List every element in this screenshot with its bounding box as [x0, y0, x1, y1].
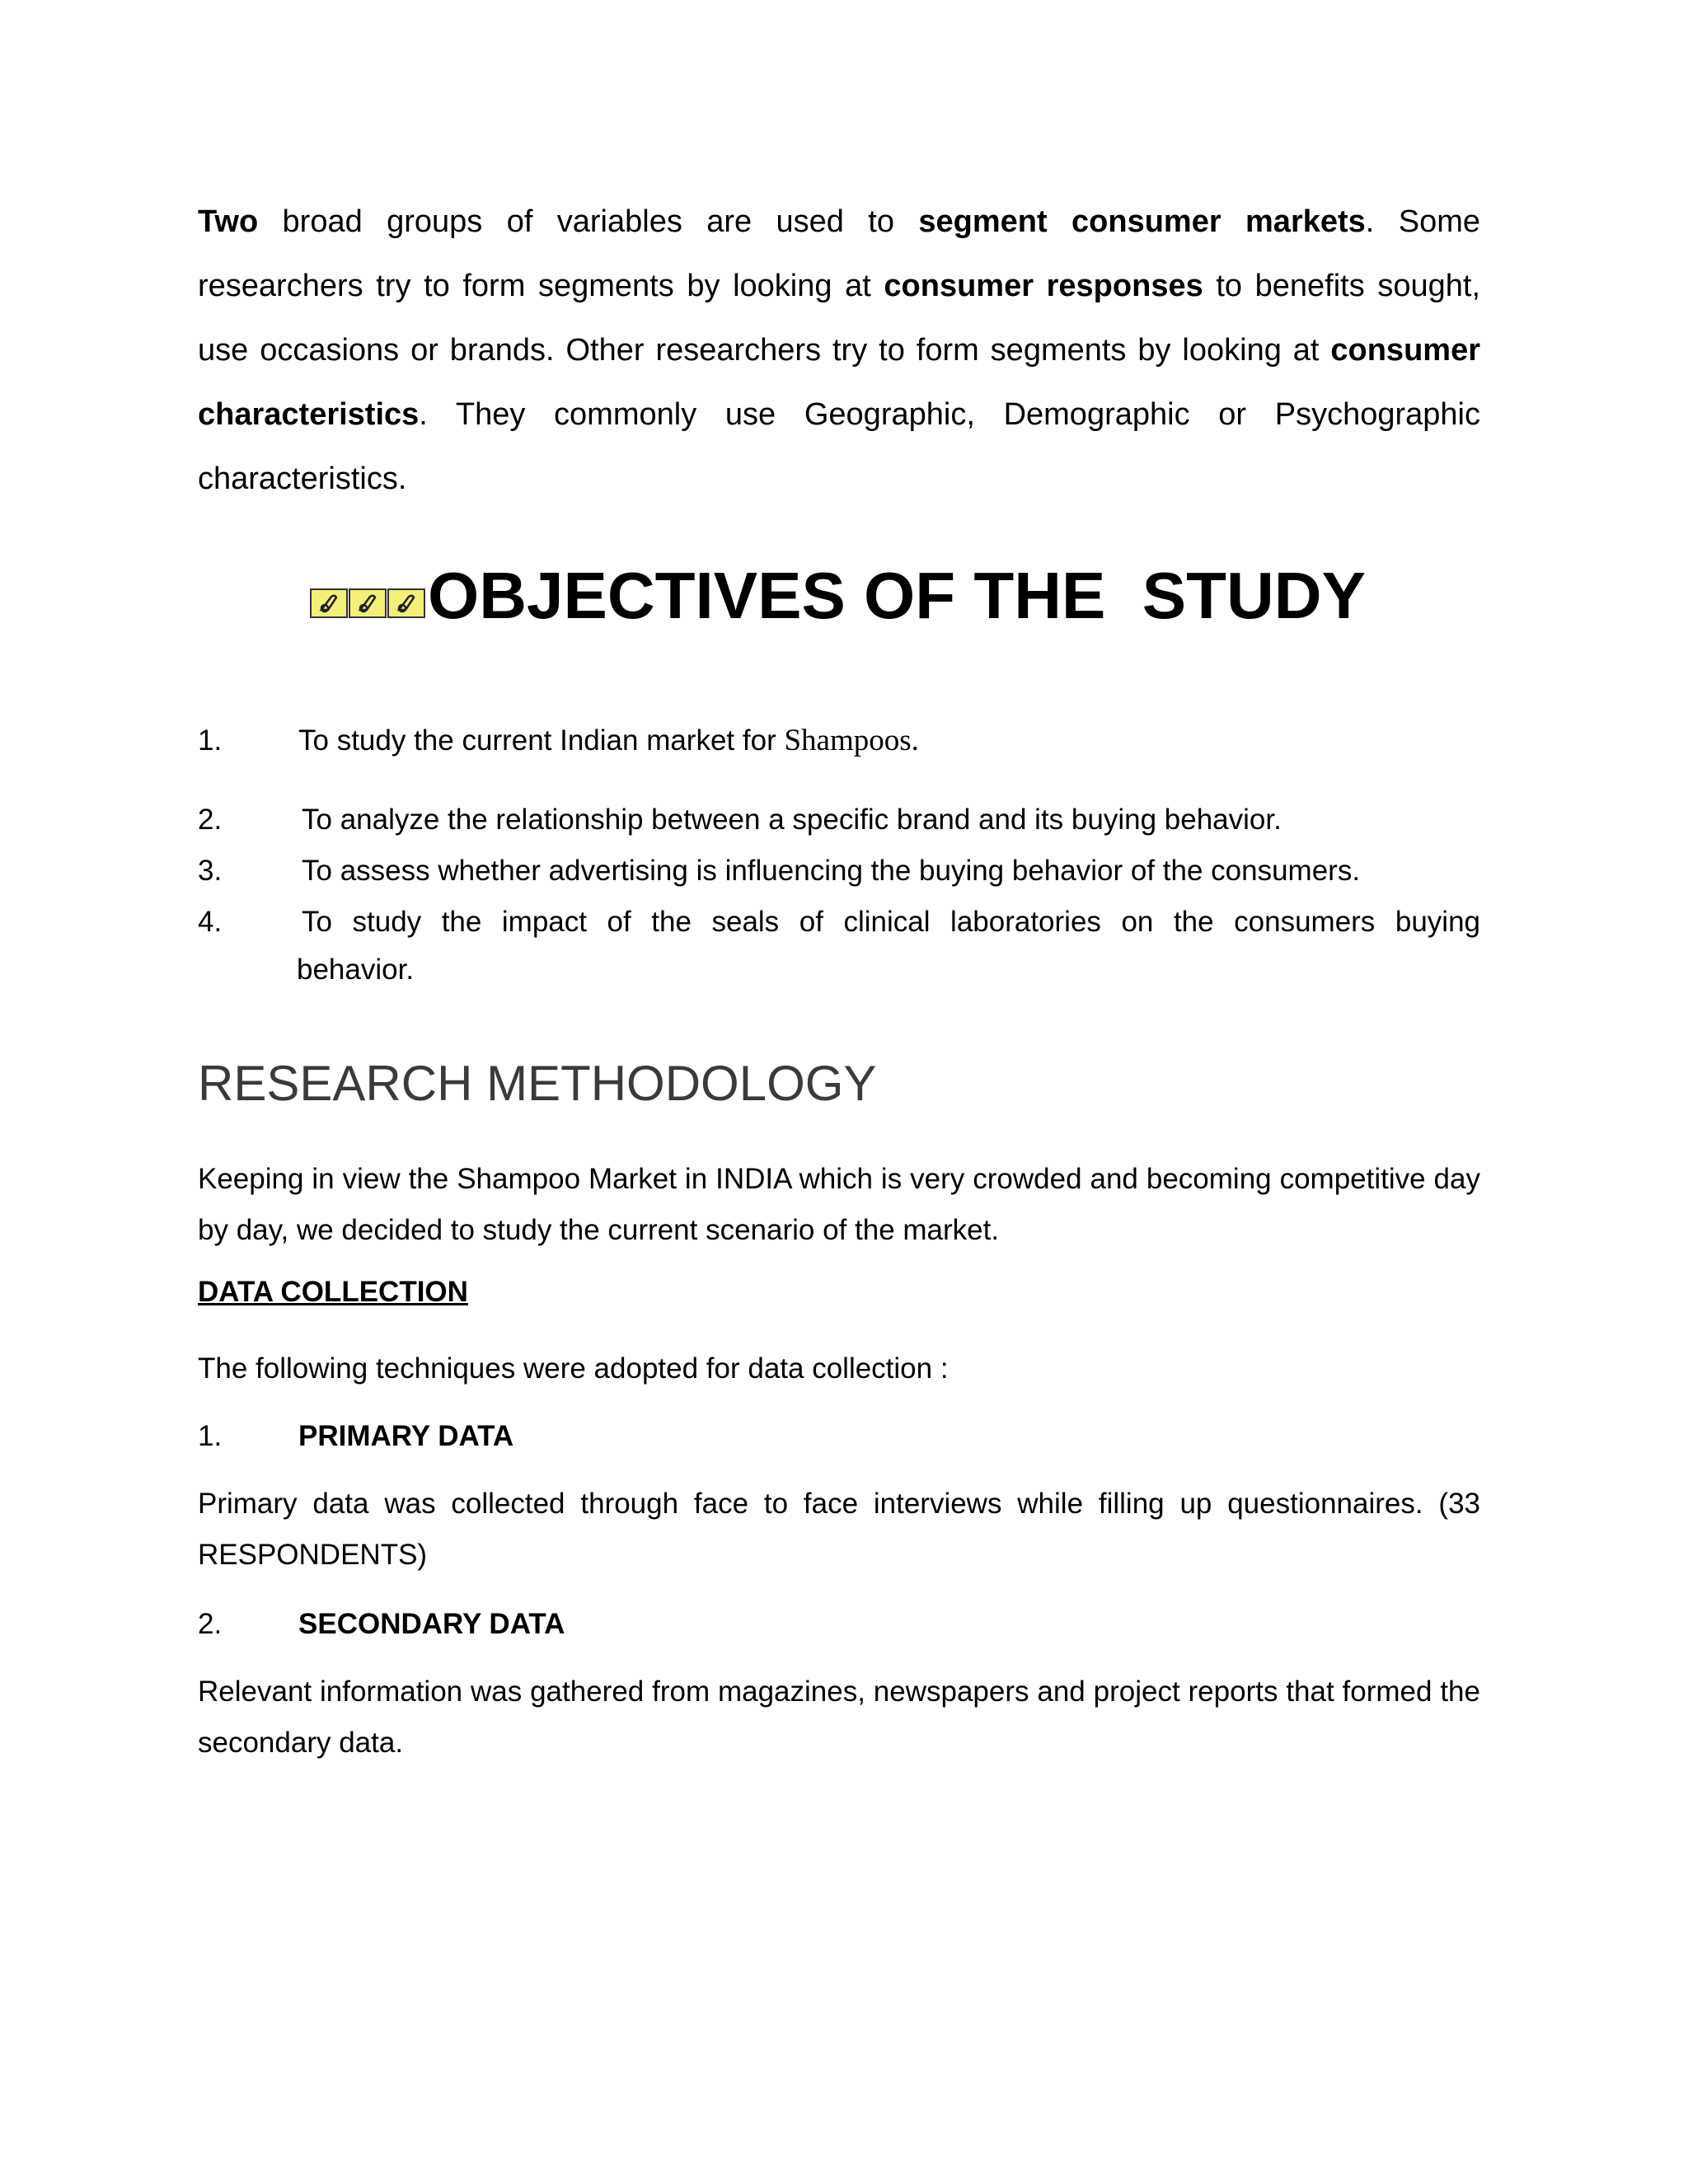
pen-hand-icon: [310, 588, 426, 618]
pen-hand-icon: [310, 588, 348, 618]
primary-data-paragraph: Primary data was collected through face to face interviews while filling up questionnaires. (33 RESPONDENTS): [198, 1488, 1480, 1571]
intro-seg: segment consumer markets: [918, 204, 1366, 239]
data-collection-heading: DATA COLLECTION: [198, 1276, 468, 1308]
secondary-data-heading: [198, 1599, 565, 1650]
research-methodology-title: RESEARCH METHODOLOGY: [198, 1056, 877, 1111]
objectives-heading: [310, 551, 1464, 641]
pen-hand-icon: [349, 588, 387, 618]
intro-seg: consumer characteristics: [198, 333, 1480, 432]
list-text-main: To study the current Indian market for: [298, 724, 776, 757]
list-item: [198, 794, 1480, 846]
intro-seg: to benefits sought, use occasions or brands. Other researchers try to form segments by looking at: [198, 269, 1480, 368]
objectives-title: OBJECTIVES OF THE STUDY: [428, 559, 1366, 632]
list-number: 3.: [198, 855, 223, 887]
objectives-list: [198, 715, 1480, 986]
intro-seg: Two: [198, 204, 259, 239]
intro-seg: broad groups of variables are used to: [258, 204, 919, 239]
list-item: [198, 715, 1480, 766]
list-text: To analyze the relationship between a specific brand and its buying behavior.: [302, 804, 1282, 836]
techniques-line: The following techniques were adopted for data collection :: [198, 1352, 949, 1385]
secondary-data-label: SECONDARY DATA: [298, 1608, 565, 1640]
primary-data-label: PRIMARY DATA: [298, 1420, 514, 1452]
list-text-continuation: behavior.: [297, 954, 415, 986]
list-number: 2.: [198, 804, 223, 836]
list-text-serif: Shampoos.: [784, 724, 919, 757]
research-intro-paragraph: Keeping in view the Shampoo Market in INDIA which is very crowded and becoming competitive day by day, we decided to study the current scenario of the market.: [198, 1163, 1480, 1246]
list-text: To assess whether advertising is influencing the buying behavior of the consumers.: [302, 855, 1361, 887]
pen-hand-icon: [387, 588, 425, 618]
list-number: 4.: [198, 906, 223, 938]
list-number: 1.: [198, 1420, 223, 1452]
intro-seg: . They commonly use Geographic, Demographic or Psychographic characteristics.: [198, 397, 1480, 496]
list-number: 1.: [198, 724, 223, 757]
intro-seg: . Some researchers try to form segments by looking at: [198, 204, 1481, 303]
intro-paragraph: [198, 190, 1480, 511]
list-text: To study the impact of the seals of clinical laboratories on the consumers buying: [302, 906, 1480, 938]
list-item: [198, 846, 1480, 897]
primary-data-heading: [198, 1411, 513, 1462]
list-text: [298, 715, 1480, 766]
secondary-data-paragraph: Relevant information was gathered from magazines, newspapers and project reports that formed the secondary data.: [198, 1675, 1480, 1759]
intro-seg: consumer responses: [884, 269, 1203, 303]
list-number: 2.: [198, 1608, 223, 1640]
list-item: [198, 897, 1480, 996]
